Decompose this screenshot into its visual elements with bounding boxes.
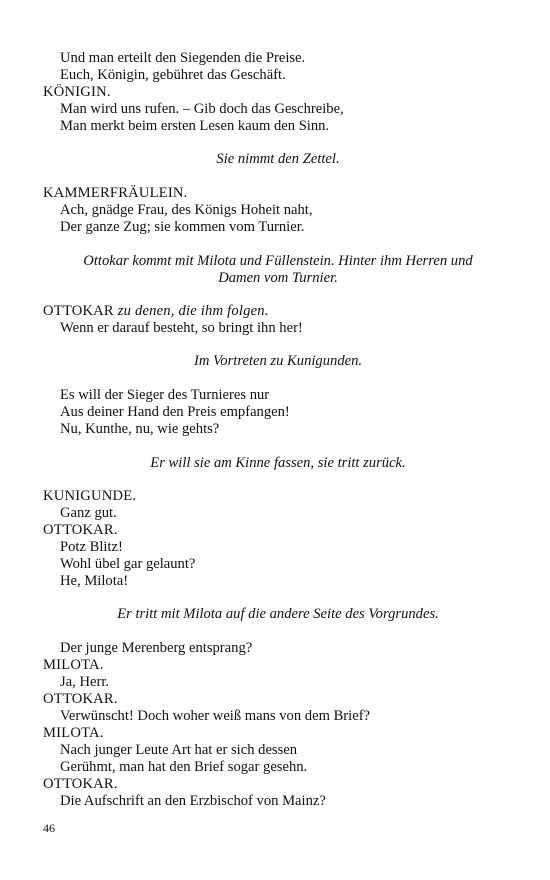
verse-line: Nu, Kunthe, nu, wie gehts? — [60, 421, 220, 437]
verse-line: Euch, Königin, gebühret das Geschäft. — [60, 67, 286, 83]
speaker-name: KÖNIGIN. — [43, 84, 111, 100]
stage-direction: Er will sie am Kinne fassen, sie tritt zurück. — [150, 455, 406, 471]
speaker-name: MILOTA. — [43, 725, 104, 741]
speaker-name: OTTOKAR. — [43, 522, 118, 538]
verse-line: He, Milota! — [60, 573, 129, 589]
stage-direction: Sie nimmt den Zettel. — [216, 151, 340, 167]
verse-line: Man wird uns rufen. – Gib doch das Geschreibe, — [60, 101, 344, 117]
stage-direction: Er tritt mit Milota auf die andere Seite des Vorgrundes. — [117, 606, 439, 622]
speaker-line — [43, 303, 269, 320]
stage-direction: Im Vortreten zu Kunigunden. — [193, 353, 363, 369]
verse-line: Wohl übel gar gelaunt? — [60, 556, 196, 572]
verse-line: Aus deiner Hand den Preis empfangen! — [60, 404, 290, 420]
verse-line: Man merkt beim ersten Lesen kaum den Sinn. — [60, 118, 330, 134]
verse-line: Und man erteilt den Siegenden die Preise. — [60, 50, 306, 66]
verse-line: Es will der Sieger des Turnieres nur — [60, 387, 270, 403]
verse-line: Der ganze Zug; sie kommen vom Turnier. — [60, 219, 305, 235]
verse-line: Ganz gut. — [60, 505, 117, 521]
page-number: 46 — [43, 821, 55, 835]
speaker-name: OTTOKAR. — [43, 691, 118, 707]
speaker-name: KAMMERFRÄULEIN. — [43, 185, 188, 201]
verse-line: Ja, Herr. — [60, 674, 110, 690]
verse-line: Die Aufschrift an den Erzbischof von Mainz? — [60, 793, 326, 809]
verse-line: Verwünscht! Doch woher weiß mans von dem Brief? — [60, 708, 371, 724]
stage-direction: Damen vom Turnier. — [218, 270, 338, 286]
inline-stage-direction: zu denen, die ihm folgen. — [117, 303, 269, 319]
verse-line: Wenn er darauf besteht, so bringt ihn her! — [60, 320, 303, 336]
speaker-name: KUNIGUNDE. — [43, 488, 137, 504]
verse-line: Ach, gnädge Frau, des Königs Hoheit naht, — [60, 202, 313, 218]
verse-line: Gerühmt, man hat den Brief sogar gesehn. — [60, 759, 308, 775]
stage-direction: Ottokar kommt mit Milota und Füllenstein. Hinter ihm Herren und — [83, 253, 473, 269]
speaker-name: OTTOKAR. — [43, 776, 118, 792]
speaker-name: OTTOKAR — [43, 303, 114, 319]
speaker-name: MILOTA. — [43, 657, 104, 673]
verse-line: Der junge Merenberg entsprang? — [60, 640, 253, 656]
verse-line: Potz Blitz! — [60, 539, 123, 555]
verse-line: Nach junger Leute Art hat er sich dessen — [60, 742, 298, 758]
